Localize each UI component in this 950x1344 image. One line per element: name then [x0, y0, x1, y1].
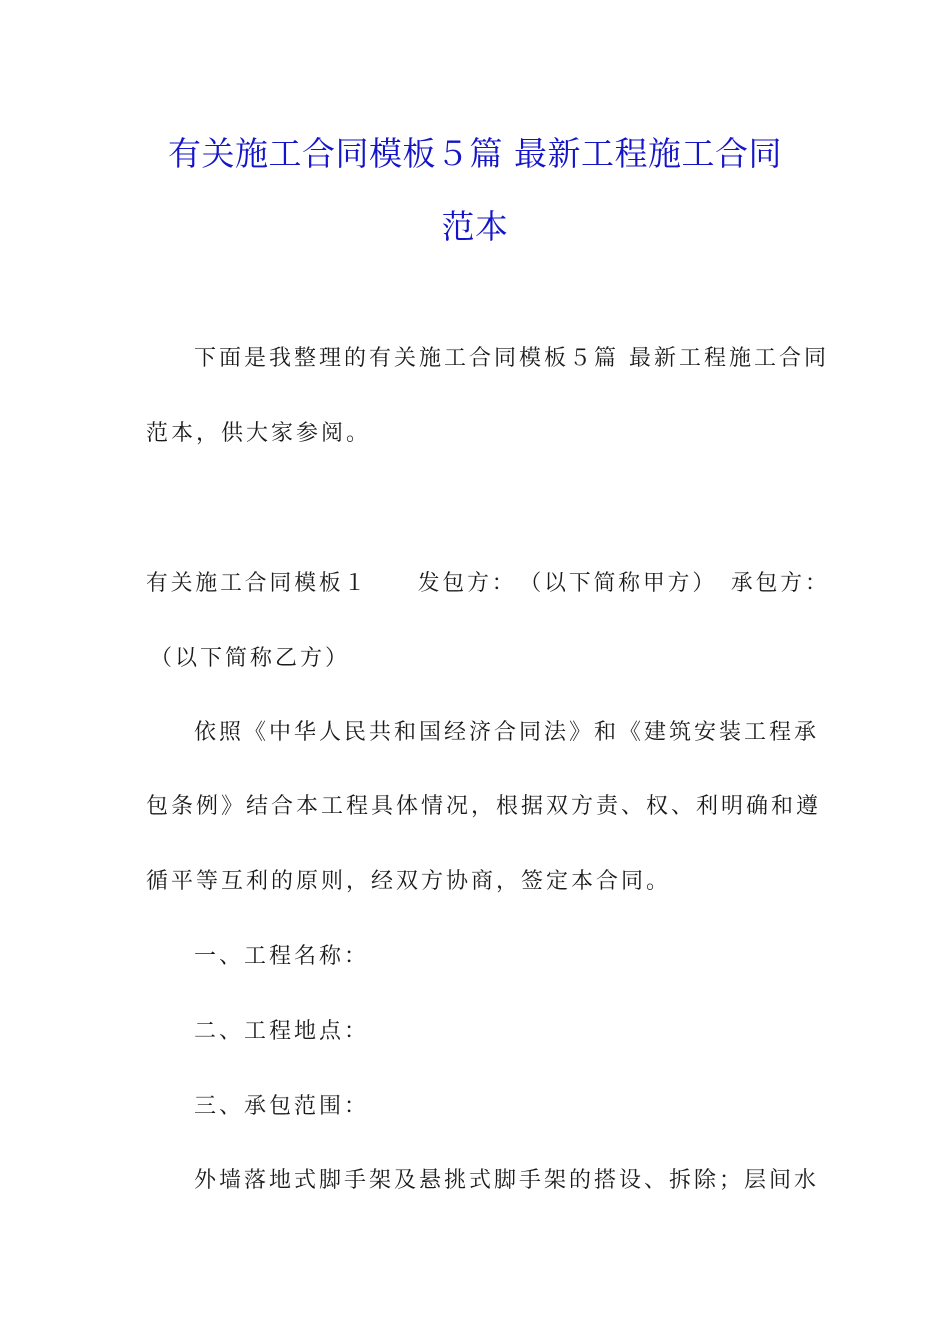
- document-title-line1: 有关施工合同模板５篇 最新工程施工合同: [168, 134, 782, 173]
- clause-project-name: 一、工程名称：: [194, 944, 370, 969]
- scope-paragraph-line1: 外墙落地式脚手架及悬挑式脚手架的搭设、拆除；层间水: [194, 1168, 820, 1193]
- basis-paragraph-line2: 包条例》结合本工程具体情况，根据双方责、权、利明确和遵: [146, 794, 822, 819]
- clause-contract-scope: 三、承包范围：: [194, 1094, 370, 1119]
- clause-project-location: 二、工程地点：: [194, 1019, 370, 1044]
- intro-paragraph-line2: 范本，供大家参阅。: [146, 421, 372, 446]
- basis-paragraph-line3: 循平等互利的原则，经双方协商，签定本合同。: [146, 869, 672, 894]
- intro-paragraph-line1: 下面是我整理的有关施工合同模板５篇 最新工程施工合同: [194, 346, 829, 371]
- template1-header-line2: （以下简称乙方）: [150, 646, 351, 671]
- template1-header-line1: 有关施工合同模板１ 发包方： （以下简称甲方） 承包方：: [146, 571, 830, 596]
- document-title-line2: 范本: [441, 207, 509, 246]
- basis-paragraph-line1: 依照《中华人民共和国经济合同法》和《建筑安装工程承: [194, 720, 820, 745]
